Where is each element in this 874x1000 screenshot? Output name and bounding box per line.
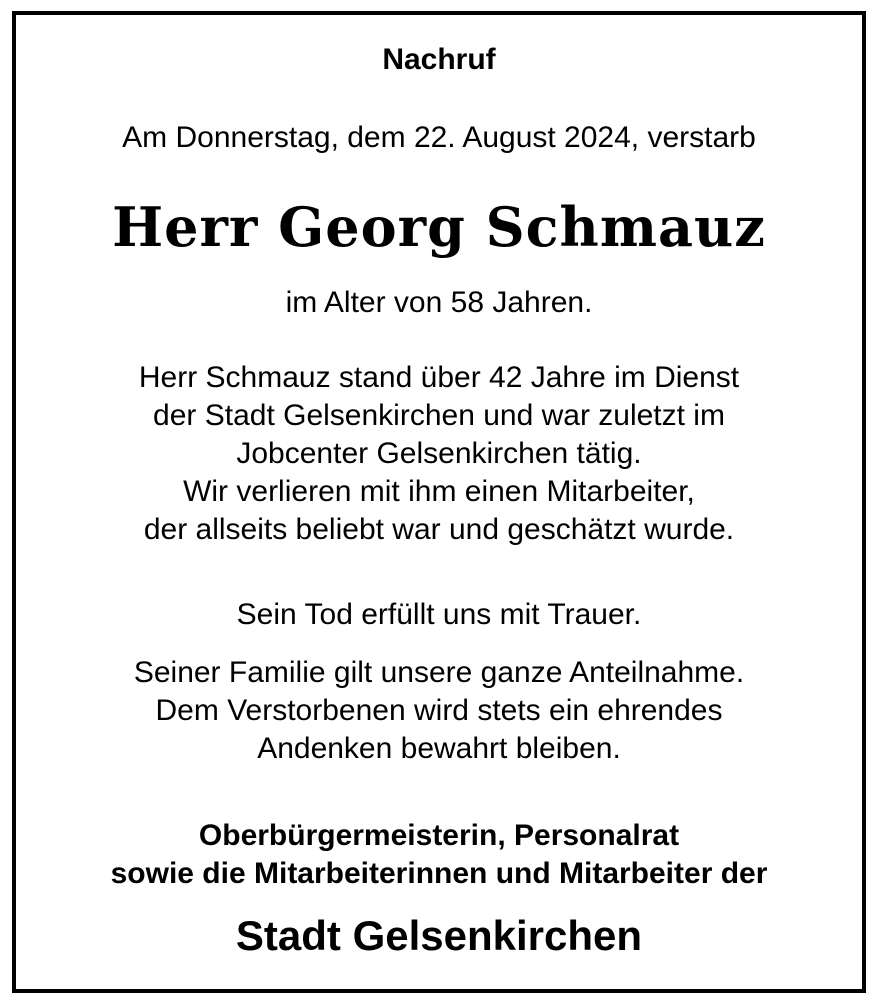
service-line-1: Herr Schmauz stand über 42 Jahre im Dienst bbox=[138, 361, 740, 394]
condolence-line-1: Seiner Familie gilt unsere ganze Anteilnahme. bbox=[133, 656, 745, 689]
condolence-line-3: Andenken bewahrt bleiben. bbox=[257, 732, 621, 765]
service-line-3: Jobcenter Gelsenkirchen tätig. bbox=[236, 437, 642, 470]
signature-line-2: sowie die Mitarbeiterinnen und Mitarbeiter der bbox=[110, 857, 768, 890]
deceased-name: Herr Georg Schmauz bbox=[112, 195, 766, 259]
service-paragraph bbox=[16, 359, 862, 549]
service-line-4: Wir verlieren mit ihm einen Mitarbeiter, bbox=[183, 475, 695, 508]
service-line-2: der Stadt Gelsenkirchen und war zuletzt im bbox=[153, 399, 725, 432]
signature-line-1: Oberbürgermeisterin, Personalrat bbox=[198, 819, 680, 852]
age-line: im Alter von 58 Jahren. bbox=[285, 286, 593, 319]
condolence-line-2: Dem Verstorbenen wird stets ein ehrendes bbox=[155, 694, 723, 727]
condolence-paragraph bbox=[16, 654, 862, 768]
obituary-border-frame bbox=[12, 11, 866, 993]
mourning-paragraph: Sein Tod erfüllt uns mit Trauer. bbox=[236, 598, 642, 631]
obituary-heading: Nachruf bbox=[382, 43, 496, 76]
service-line-5: der allseits beliebt war und geschätzt wurde. bbox=[143, 513, 735, 546]
death-date-intro: Am Donnerstag, dem 22. August 2024, verstarb bbox=[122, 121, 756, 154]
signature-city: Stadt Gelsenkirchen bbox=[235, 912, 643, 959]
